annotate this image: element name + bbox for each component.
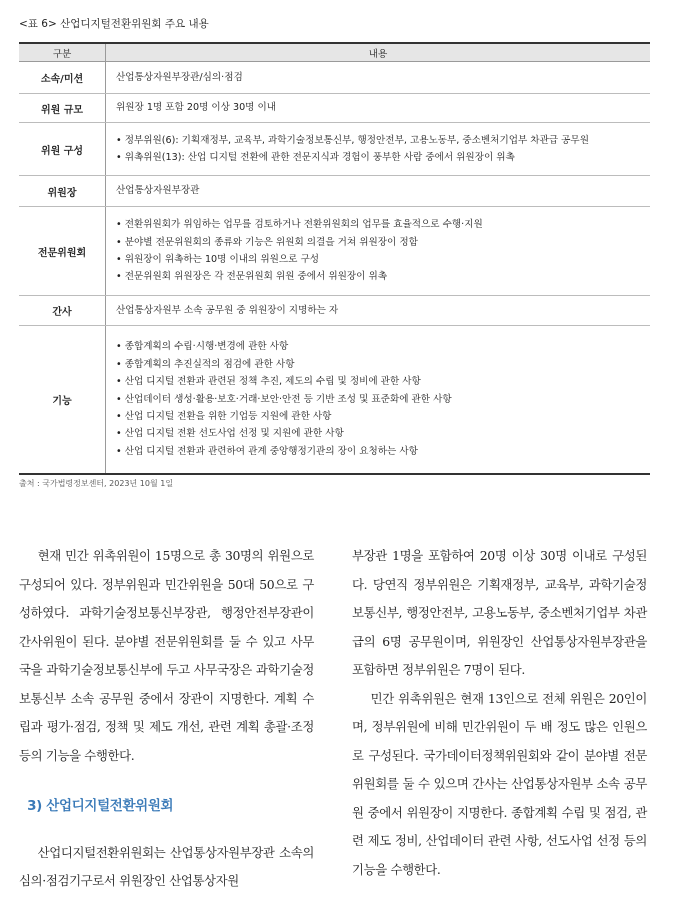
list-item: • 위원장이 위촉하는 10명 이내의 위원으로 구성	[116, 251, 640, 268]
body-paragraph: 민간 위촉위원은 현재 13인으로 전체 위원은 20인이며, 정부위원에 비해 민간위원이 두 배 정도 많은 인원으로 구성된다. 국가데이터정책위원회와 같이 분야별 전문위원회를 둘 수 있으며 간사는 산업통상자원부 소속 공무원 중에서 위원장이 지명한다. 종합계획 수립 및 점검, 관련 제도 정비, 산업데이터 관련 사항, 선도사업 선정 등의 기능을 수행한다.	[352, 690, 647, 877]
body-paragraph: 산업디지털전환위원회는 산업통상자원부장관 소속의 심의·점검기구로서 위원장인 산업통상자원	[19, 844, 314, 888]
table-row	[19, 94, 650, 123]
list-item: • 산업 디지털 전환을 위한 기업등 지원에 관한 사항	[116, 408, 640, 425]
committee-table	[19, 42, 650, 475]
row-value	[106, 207, 651, 296]
section-heading: 3) 산업디지털전환위원회	[27, 798, 174, 814]
table-caption: <표 6> 산업디지털전환위원회 주요 내용	[19, 18, 209, 30]
row-key: 전문위원회	[19, 207, 106, 296]
bullet-list	[116, 338, 640, 460]
row-value: 산업통상자원부 소속 공무원 중 위원장이 지명하는 자	[106, 296, 651, 326]
list-item: • 산업데이터 생성·활용·보호·거래·보안·안전 등 기반 조성 및 표준화에 관한 사항	[116, 391, 640, 408]
right-column	[352, 542, 647, 884]
header-category: 구분	[19, 43, 106, 62]
table-row	[19, 296, 650, 326]
bullet-list	[116, 216, 640, 286]
row-value: 위원장 1명 포함 20명 이상 30명 이내	[106, 94, 651, 123]
table-row	[19, 207, 650, 296]
row-value: 산업통상자원부장관/심의·점검	[106, 62, 651, 94]
list-item: • 정부위원(6): 기획재정부, 교육부, 과학기술정보통신부, 행정안전부, 고용노동부, 중소벤처기업부 차관급 공무원	[116, 132, 640, 149]
row-key: 위원 구성	[19, 123, 106, 176]
list-item: • 전문위원회 위원장은 각 전문위원회 위원 중에서 위원장이 위촉	[116, 268, 640, 285]
bullet-list	[116, 132, 640, 167]
table-row	[19, 176, 650, 207]
table-row	[19, 326, 650, 474]
list-item: • 산업 디지털 전환과 관련하여 관계 중앙행정기관의 장이 요청하는 사항	[116, 443, 640, 460]
row-key: 위원 규모	[19, 94, 106, 123]
row-key: 간사	[19, 296, 106, 326]
list-item: • 분야별 전문위원회의 종류와 기능은 위원회 의결을 거쳐 위원장이 정함	[116, 234, 640, 251]
table-row	[19, 62, 650, 94]
list-item: • 종합계획의 추진실적의 점검에 관한 사항	[116, 356, 640, 373]
header-content: 내용	[106, 43, 651, 62]
list-item: • 위촉위원(13): 산업 디지털 전환에 관한 전문지식과 경험이 풍부한 사람 중에서 위원장이 위촉	[116, 149, 640, 166]
list-item: • 산업 디지털 전환 선도사업 선정 및 지원에 관한 사항	[116, 425, 640, 442]
row-value: 산업통상자원부장관	[106, 176, 651, 207]
body-paragraph: 현재 민간 위촉위원이 15명으로 총 30명의 위원으로 구성되어 있다. 정부위원과 민간위원을 50대 50으로 구성하였다. 과학기술정보통신부장관, 행정안전부장관이 간사위원이 된다. 분야별 전문위원회를 둘 수 있고 사무국을 과학기술정보통신부에 두고 사무국장은 과학기술정보통신부 소속 공무원 중에서 장관이 지명한다. 계획 수립과 평가·점검, 정책 및 제도 개선, 관련 계획 총괄·조정 등의 기능을 수행한다.	[19, 548, 314, 763]
body-paragraph: 부장관 1명을 포함하여 20명 이상 30명 이내로 구성된다. 당연직 정부위원은 기획재정부, 교육부, 과학기술정보통신부, 행정안전부, 고용노동부, 중소벤처기업부 차관급의 6명 공무원이며, 위원장인 산업통상자원부장관을 포함하면 정부위원은 7명이 된다.	[352, 548, 647, 677]
table-source: 출처 : 국가법령정보센터, 2023년 10월 1일	[19, 479, 174, 488]
list-item: • 산업 디지털 전환과 관련된 정책 추진, 제도의 수립 및 정비에 관한 사항	[116, 373, 640, 390]
row-key: 기능	[19, 326, 106, 474]
left-column	[19, 542, 314, 896]
row-key: 소속/미션	[19, 62, 106, 94]
row-key: 위원장	[19, 176, 106, 207]
list-item: • 전환위원회가 위임하는 업무를 검토하거나 전환위원회의 업무를 효율적으로 수행·지원	[116, 216, 640, 233]
row-value	[106, 326, 651, 474]
list-item: • 종합계획의 수립·시행·변경에 관한 사항	[116, 338, 640, 355]
row-value	[106, 123, 651, 176]
table-row	[19, 123, 650, 176]
table-header-row	[19, 43, 650, 62]
